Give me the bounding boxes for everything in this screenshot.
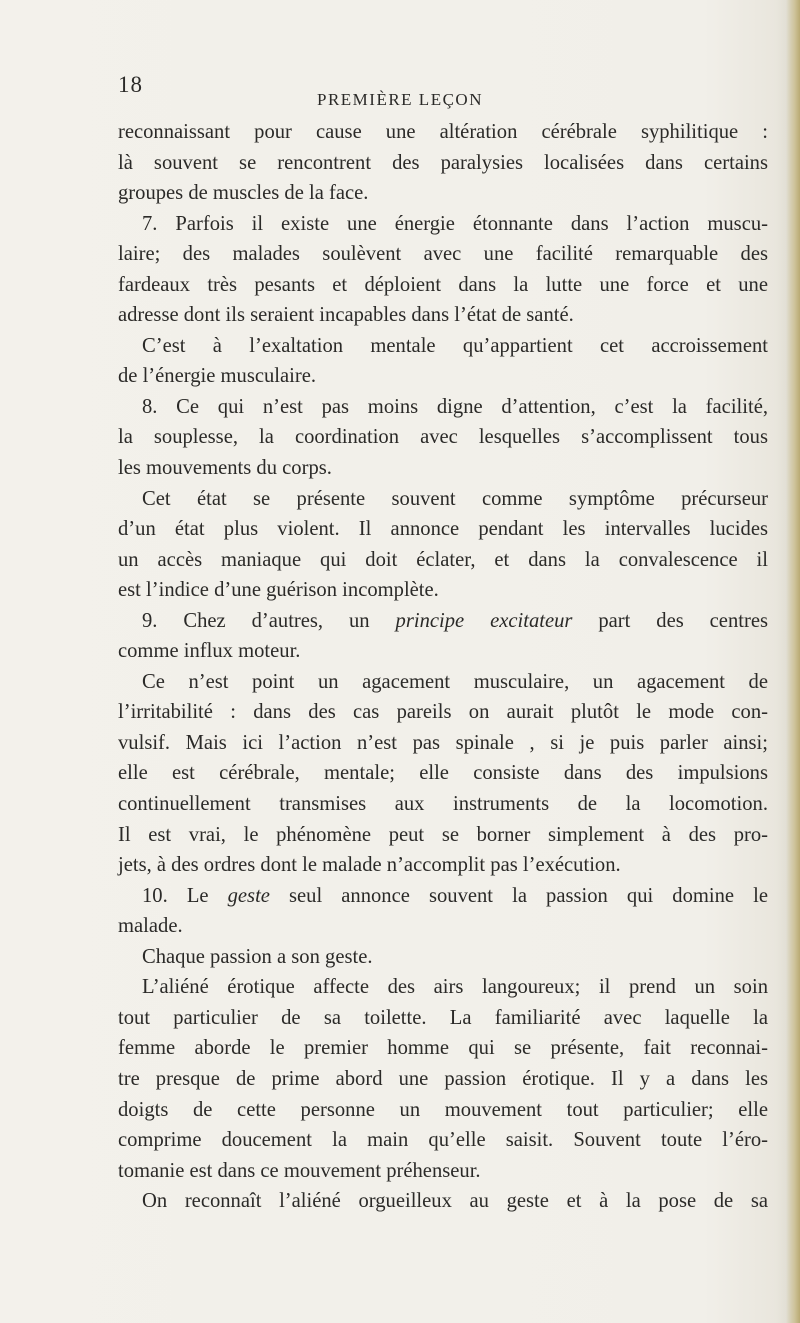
text-segment: seul annonce souvent la passion qui domine le	[269, 884, 768, 907]
text-line: adresse dont ils seraient incapables dans l’état de santé.	[118, 304, 574, 327]
text-segment: 9. Chez d’autres, un	[142, 609, 396, 632]
text-line: tre presque de prime abord une passion érotique. Il y a dans les	[118, 1067, 768, 1090]
text-line: la souplesse, la coordination avec lesquelles s’accomplissent tous	[118, 426, 768, 449]
text-line: Chaque passion a son geste.	[142, 945, 373, 968]
body-text	[118, 117, 768, 1217]
text-segment: 10. Le	[142, 884, 228, 907]
text-line: elle est cérébrale, mentale; elle consiste dans des impulsions	[118, 762, 768, 785]
text-line: C’est à l’exaltation mentale qu’appartient cet accroissement	[142, 334, 768, 357]
page-edge	[786, 0, 800, 1323]
text-line: continuellement transmises aux instruments de la locomotion.	[118, 793, 768, 816]
text-line: l’irritabilité : dans des cas pareils on aurait plutôt le mode con-	[118, 701, 768, 724]
text-line: femme aborde le premier homme qui se présente, fait reconnai-	[118, 1037, 768, 1060]
running-title: PREMIÈRE LEÇON	[317, 90, 483, 109]
text-line: là souvent se rencontrent des paralysies localisées dans certains	[118, 151, 768, 174]
text-line: Ce n’est point un agacement musculaire, un agacement de	[142, 670, 768, 693]
text-line: tout particulier de sa toilette. La familiarité avec laquelle la	[118, 1006, 768, 1029]
text-line	[118, 606, 768, 637]
text-line: Il est vrai, le phénomène peut se borner simplement à des pro-	[118, 823, 768, 846]
text-line: L’aliéné érotique affecte des airs langoureux; il prend un soin	[142, 976, 768, 999]
text-line: vulsif. Mais ici l’action n’est pas spinale , si je puis parler ainsi;	[118, 731, 768, 754]
text-line	[118, 881, 768, 912]
text-line: comme influx moteur.	[118, 640, 301, 663]
text-line: de l’énergie musculaire.	[118, 365, 317, 388]
text-line: laire; des malades soulèvent avec une facilité remarquable des	[118, 243, 768, 266]
text-segment: part des centres	[572, 609, 768, 632]
text-line: On reconnaît l’aliéné orgueilleux au geste et à la pose de sa	[142, 1190, 768, 1213]
text-line: comprime doucement la main qu’elle saisit. Souvent toute l’éro-	[118, 1129, 768, 1152]
text-line: fardeaux très pesants et déploient dans la lutte une force et une	[118, 273, 768, 296]
text-line: groupes de muscles de la face.	[118, 182, 369, 205]
text-line: un accès maniaque qui doit éclater, et dans la convalescence il	[118, 548, 768, 571]
text-line: reconnaissant pour cause une altération cérébrale syphilitique :	[118, 121, 768, 143]
text-line: malade.	[118, 915, 183, 938]
text-line: Cet état se présente souvent comme symptôme précurseur	[142, 487, 768, 510]
text-line: tomanie est dans ce mouvement préhenseur.	[118, 1159, 481, 1182]
text-line: les mouvements du corps.	[118, 457, 332, 480]
italic-term: principe excitateur	[395, 609, 573, 632]
text-line: jets, à des ordres dont le malade n’accomplit pas l’exécution.	[118, 854, 621, 877]
text-line: est l’indice d’une guérison incomplète.	[118, 579, 439, 602]
text-line: d’un état plus violent. Il annonce pendant les intervalles lucides	[118, 518, 768, 541]
page-number: 18	[118, 72, 143, 97]
text-line: 7. Parfois il existe une énergie étonnante dans l’action muscu-	[142, 212, 768, 235]
text-line: doigts de cette personne un mouvement tout particulier; elle	[118, 1098, 768, 1121]
text-line: 8. Ce qui n’est pas moins digne d’attention, c’est la facilité,	[142, 395, 768, 418]
italic-term: geste	[227, 884, 270, 907]
